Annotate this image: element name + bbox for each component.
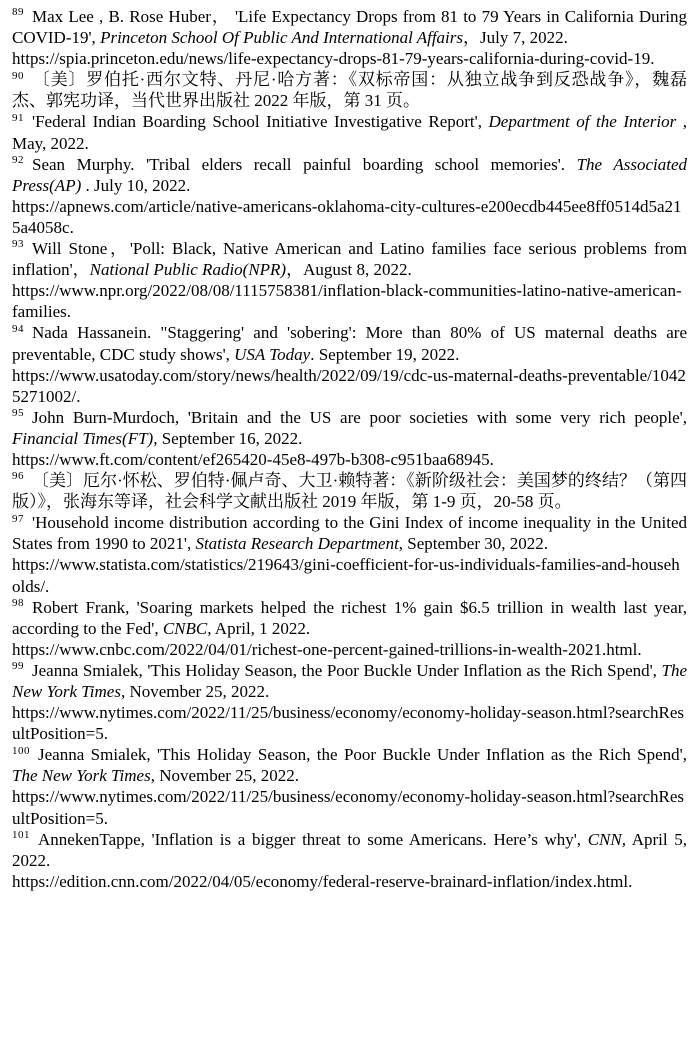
footnote-number: 97 [12, 512, 24, 525]
footnote-text-run: 'Household income distribution according to the Gini Index of income inequality in the United States from 1990 to 2021', [12, 513, 687, 554]
footnote-source-name: USA Today [234, 344, 311, 364]
footnote-source-name: The Associated Press(AP) [12, 154, 687, 195]
footnote-number: 99 [12, 660, 24, 673]
footnote [12, 322, 687, 406]
footnote-text-run: 〔美〕厄尔·怀松、罗伯特·佩卢奇、大卫·赖特著：《新阶级社会：美国梦的终结？（第四版）》，张海东等译，社会科学文献出版社 2019 年版，第 1-9 页，20-58 页。 [12, 471, 687, 512]
footnote-text-run: Max Lee , B. Rose Huber， 'Life Expectancy Drops from 81 to 79 Years in California During COVID-19', [12, 7, 687, 48]
footnote [12, 407, 687, 470]
footnote-url: https://apnews.com/article/native-americans-oklahoma-city-cultures-e200ecdb445ee8ff0514d5a215a4058c. [12, 196, 682, 237]
footnote-number: 92 [12, 154, 24, 166]
footnote-text-run: November 25, 2022. [154, 766, 299, 786]
footnote-url: https://www.statista.com/statistics/219643/gini-coefficient-for-us-individuals-families-and-households/. [12, 555, 680, 596]
footnote-source-name: Financial Times(FT), [12, 428, 158, 448]
footnote-text [12, 745, 687, 827]
footnote-text-run: Jeanna Smialek, 'This Holiday Season, the Poor Buckle Under Inflation as the Rich Spend', [32, 660, 662, 680]
footnote-text [12, 471, 687, 511]
footnote [12, 69, 687, 111]
footnote-url: https://www.usatoday.com/story/news/health/2022/09/19/cdc-us-maternal-deaths-preventable/10425271002/. [12, 365, 686, 406]
footnote [12, 111, 687, 153]
footnote-number: 96 [12, 470, 24, 483]
footnote-text [12, 323, 687, 405]
footnote [12, 238, 687, 322]
footnote [12, 744, 687, 828]
footnote-text-run: , November 25, 2022. [120, 682, 270, 701]
footnote-url: https://www.cnbc.com/2022/04/01/richest-one-percent-gained-trillions-in-wealth-2021.html. [12, 639, 642, 659]
footnote-text-run: Nada Hassanein. "Staggering' and 'sobering': More than 80% of US maternal deaths are preventable, CDC study shows', [12, 323, 687, 364]
footnote [12, 597, 687, 660]
footnote-text [12, 155, 687, 237]
footnote-text-run: John Burn-Murdoch, 'Britain and the US are poor societies with some very rich people', [32, 407, 687, 427]
footnote-source-name: CNN, [587, 829, 626, 849]
footnote-text-run: . July 10, 2022. [81, 175, 191, 195]
footnote-source-name: Statista Research Department [195, 534, 399, 554]
footnote-text [12, 408, 687, 469]
footnote-text-run: Sean Murphy. 'Tribal elders recall painful boarding school memories'. [32, 154, 577, 174]
footnote-number: 93 [12, 238, 24, 251]
footnote-text-run: September 16, 2022. [157, 428, 303, 448]
footnote-url: https://www.npr.org/2022/08/08/1115758381/inflation-black-communities-latino-native-american-families. [12, 281, 682, 322]
footnote [12, 660, 687, 744]
footnote-source-name: National Public Radio(NPR) [89, 260, 287, 280]
footnote-text-run: , May, 2022. [12, 112, 687, 153]
footnote-number: 89 [12, 6, 24, 19]
footnote-url: https://edition.cnn.com/2022/04/05/economy/federal-reserve-brainard-inflation/index.html. [12, 871, 633, 891]
footnote-text-run: April 5, 2022. [12, 829, 688, 870]
footnote-number: 101 [12, 829, 30, 841]
footnote-url: https://www.nytimes.com/2022/11/25/business/economy/economy-holiday-season.html?searchResultPosition=5. [12, 787, 685, 828]
footnote-number: 98 [12, 596, 24, 609]
footnote-source-name: The New York Times [12, 660, 687, 701]
footnote [12, 512, 687, 596]
footnote-number: 90 [12, 69, 24, 82]
footnote-text [12, 112, 687, 152]
footnote-text-run: 〔美〕罗伯托·西尔文特、丹尼·哈方著：《双标帝国：从独立战争到反恐战争》，魏磊杰、郭宪功译，当代世界出版社 2022 年版，第 31 页。 [12, 70, 687, 111]
footnote-text-run: Will Stone，'Poll: Black, Native American and Latino families face serious problems from inflation'， [12, 239, 687, 280]
footnote-url: https://spia.princeton.edu/news/life-expectancy-drops-81-79-years-california-during-covid-19. [12, 49, 655, 69]
footnote-url: https://www.ft.com/content/ef265420-45e8-497b-b308-c951baa68945. [12, 449, 494, 469]
footnote-text [12, 7, 687, 68]
footnote-text-run: ，August 8, 2022. [286, 260, 412, 280]
footnote-number: 91 [12, 111, 24, 124]
footnotes-list [12, 6, 687, 892]
footnote-text [12, 830, 687, 891]
footnote-source-name: Princeton School Of Public And International Affairs [100, 28, 464, 48]
footnote-text-run: ，July 7, 2022. [463, 28, 568, 48]
footnote-text-run: . September 19, 2022. [310, 344, 460, 364]
footnote-url: https://www.nytimes.com/2022/11/25/business/economy/economy-holiday-season.html?searchResultPosition=5. [12, 703, 685, 744]
footnote [12, 470, 687, 512]
footnote-number: 94 [12, 322, 24, 335]
footnote-text-run: Jeanna Smialek, 'This Holiday Season, the Poor Buckle Under Inflation as the Rich Spend', [38, 745, 687, 765]
footnote-text-run: , September 30, 2022. [398, 534, 548, 554]
footnote-text [12, 598, 687, 659]
footnote [12, 829, 687, 892]
footnote-text-run: Robert Frank, 'Soaring markets helped the richest 1% gain $6.5 trillion in wealth last year, according to the Fed', [12, 597, 687, 638]
footnote-text [12, 239, 687, 321]
footnote-number: 95 [12, 407, 24, 420]
footnote [12, 6, 687, 69]
footnote [12, 154, 687, 238]
footnote-source-name: The New York Times, [12, 766, 155, 786]
footnote-text [12, 70, 687, 110]
footnote-source-name: CNBC, [162, 618, 212, 638]
footnote-text [12, 513, 687, 595]
footnote-text [12, 661, 687, 743]
footnote-text-run: 'Federal Indian Boarding School Initiative Investigative Report', [32, 112, 489, 132]
footnote-number: 100 [12, 744, 30, 757]
footnote-text-run: April, 1 2022. [211, 618, 311, 638]
footnote-text-run: AnnekenTappe, 'Inflation is a bigger threat to some Americans. Here’s why', [38, 829, 588, 849]
footnote-source-name: Department of the Interior [488, 112, 677, 132]
